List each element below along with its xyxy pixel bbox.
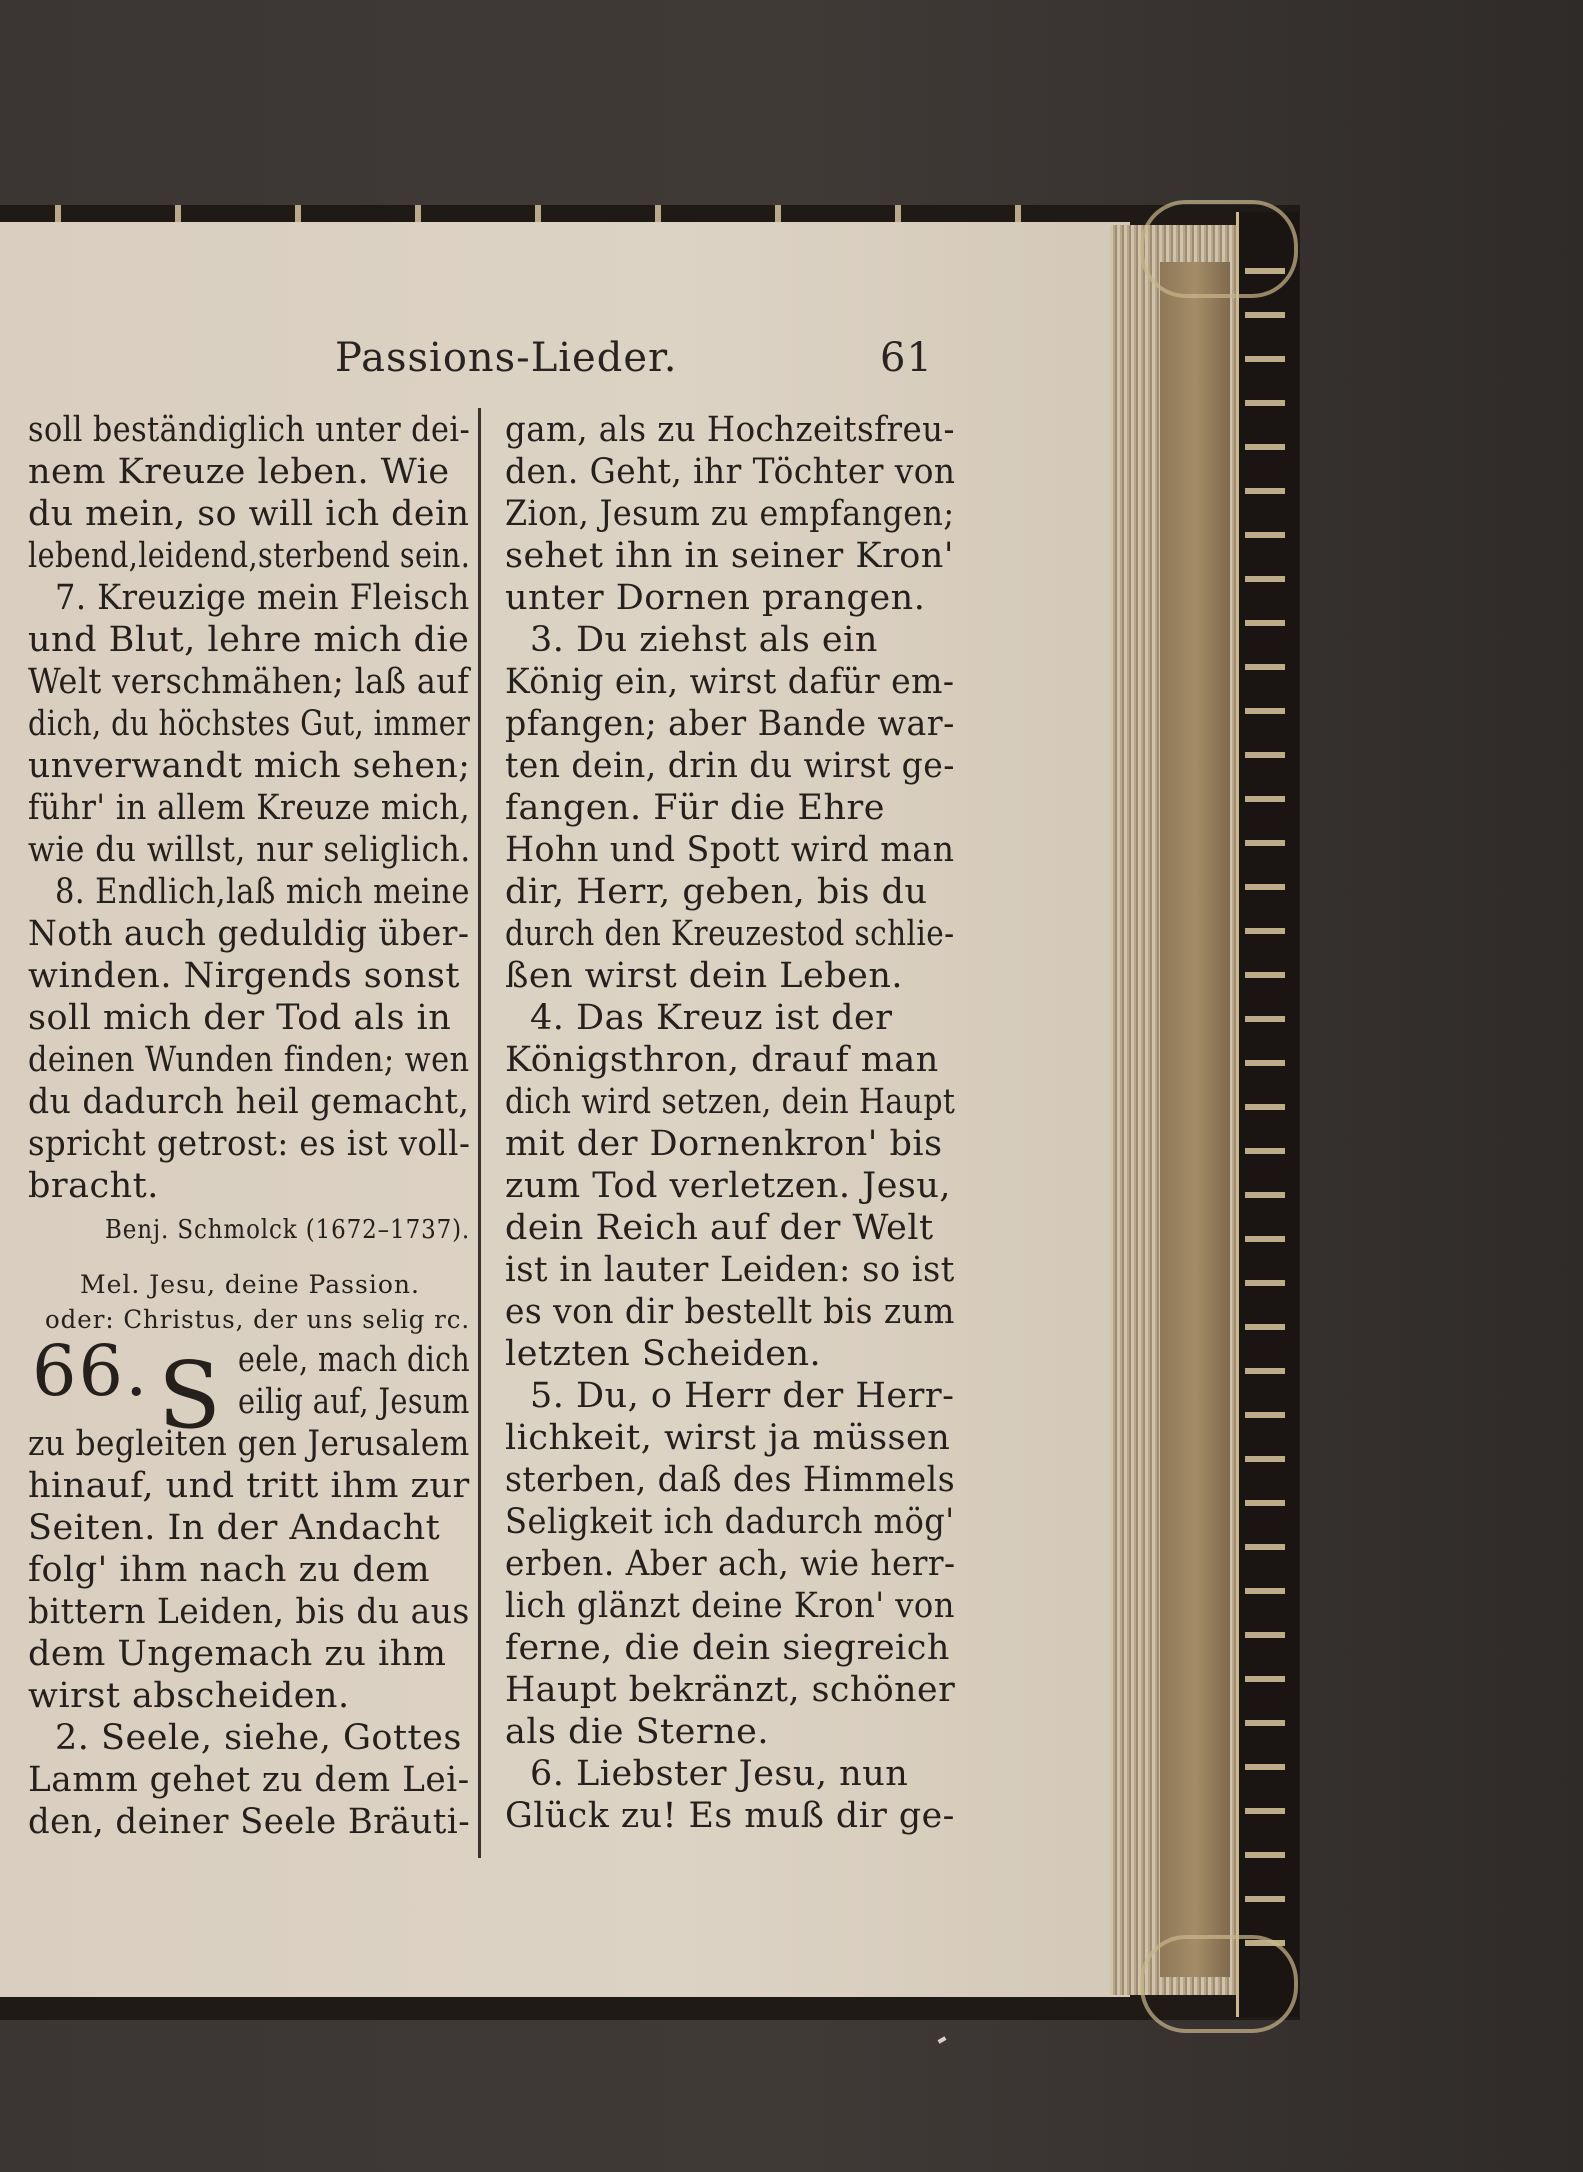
text-line: Seiten. In der Andacht (28, 1508, 441, 1548)
text-line: durch den Kreuzestod schlie- (505, 914, 955, 954)
text-line: eele, mach dich (238, 1340, 471, 1380)
text-line: nem Kreuze leben. Wie (28, 452, 450, 492)
text-line: zu begleiten gen Jerusalem (28, 1424, 470, 1464)
text-line: unverwandt mich sehen; (28, 746, 471, 786)
text-line: unter Dornen prangen. (505, 578, 926, 618)
text-line: ist in lauter Leiden: so ist (505, 1250, 955, 1290)
text-line: letzten Scheiden. (505, 1334, 822, 1374)
text-line: Königsthron, drauf man (505, 1040, 939, 1080)
text-line: folg' ihm nach zu dem (28, 1550, 431, 1590)
binding-ornament-pattern (1245, 240, 1285, 1980)
text-line: den, deiner Seele Bräuti- (28, 1802, 471, 1842)
text-line: den. Geht, ihr Töchter von (505, 452, 956, 492)
text-line: 4. Das Kreuz ist der (530, 998, 893, 1038)
page-number: 61 (880, 335, 933, 381)
text-line: du mein, so will ich dein (28, 494, 470, 534)
column-divider (478, 408, 481, 1858)
text-line: König ein, wirst dafür em- (505, 662, 955, 702)
text-line: pfangen; aber Bande war- (505, 704, 955, 744)
melody-note: Mel. Jesu, deine Passion. (80, 1270, 420, 1299)
text-line: lichkeit, wirst ja müssen (505, 1418, 951, 1458)
text-line: zum Tod verletzen. Jesu, (505, 1166, 952, 1206)
text-line: Hohn und Spott wird man (505, 830, 955, 870)
text-line: und Blut, lehre mich die (28, 620, 470, 660)
text-line: Lamm gehet zu dem Lei- (28, 1760, 470, 1800)
text-line: mit der Dornenkron' bis (505, 1124, 943, 1164)
text-line: Haupt bekränzt, schöner (505, 1670, 956, 1710)
text-line: gam, als zu Hochzeitsfreu- (505, 410, 955, 450)
text-line: dich wird setzen, dein Haupt (505, 1082, 956, 1122)
text-line: 2. Seele, siehe, Gottes (55, 1718, 462, 1758)
text-line: soll beständiglich unter dei- (28, 410, 471, 450)
text-line: hinauf, und tritt ihm zur (28, 1466, 470, 1506)
text-line: als die Sterne. (505, 1712, 769, 1752)
text-line: 8. Endlich,laß mich meine (55, 872, 470, 912)
text-line: ßen wirst dein Leben. (505, 956, 904, 996)
text-line: dein Reich auf der Welt (505, 1208, 934, 1248)
text-line: 6. Liebster Jesu, nun (530, 1754, 909, 1794)
text-line: bracht. (28, 1166, 159, 1206)
text-line: Seligkeit ich dadurch mög' (505, 1502, 955, 1542)
text-line: ten dein, drin du wirst ge- (505, 746, 955, 786)
text-line: wie du willst, nur seliglich. (28, 830, 471, 870)
text-line: 3. Du ziehst als ein (530, 620, 878, 660)
melody-note: oder: Christus, der uns selig rc. (45, 1305, 471, 1334)
corner-ornament-bottom (1140, 1935, 1298, 2033)
text-line: Noth auch geduldig über- (28, 914, 470, 954)
text-line: lich glänzt deine Kron' von (505, 1586, 955, 1626)
text-line: soll mich der Tod als in (28, 998, 452, 1038)
text-line: dir, Herr, geben, bis du (505, 872, 928, 912)
running-header (335, 335, 935, 395)
text-line: spricht getrost: es ist voll- (28, 1124, 471, 1164)
corner-ornament-top (1140, 200, 1298, 298)
text-line: fangen. Für die Ehre (505, 788, 885, 828)
hymn-number: 66. (32, 1330, 150, 1412)
gilt-page-edge (1160, 262, 1230, 1977)
text-line: bittern Leiden, bis du aus (28, 1592, 470, 1632)
text-line: erben. Aber ach, wie herr- (505, 1544, 956, 1584)
drop-capital: S (158, 1342, 222, 1449)
author-credit: Benj. Schmolck (1672–1737). (105, 1215, 471, 1245)
text-line: sterben, daß des Himmels (505, 1460, 956, 1500)
text-line: winden. Nirgends sonst (28, 956, 460, 996)
text-line: dem Ungemach zu ihm (28, 1634, 447, 1674)
text-line: lebend,leidend,sterbend sein. (28, 536, 471, 576)
text-line: du dadurch heil gemacht, (28, 1082, 470, 1122)
text-line: 7. Kreuzige mein Fleisch (55, 578, 470, 618)
text-line: dich, du höchstes Gut, immer (28, 704, 471, 744)
text-line: eilig auf, Jesum (238, 1382, 470, 1422)
text-line: ferne, die dein siegreich (505, 1628, 950, 1668)
text-line: Glück zu! Es muß dir ge- (505, 1796, 955, 1836)
text-line: deinen Wunden finden; wen (28, 1040, 470, 1080)
text-line: wirst abscheiden. (28, 1676, 350, 1716)
text-line: sehet ihn in seiner Kron' (505, 536, 954, 576)
text-line: Welt verschmähen; laß auf (28, 662, 470, 702)
text-line: es von dir bestellt bis zum (505, 1292, 955, 1332)
section-title: Passions-Lieder. (335, 335, 678, 381)
text-line: Zion, Jesum zu empfangen; (505, 494, 955, 534)
text-line: 5. Du, o Herr der Herr- (530, 1376, 955, 1416)
text-line: führ' in allem Kreuze mich, (28, 788, 471, 828)
